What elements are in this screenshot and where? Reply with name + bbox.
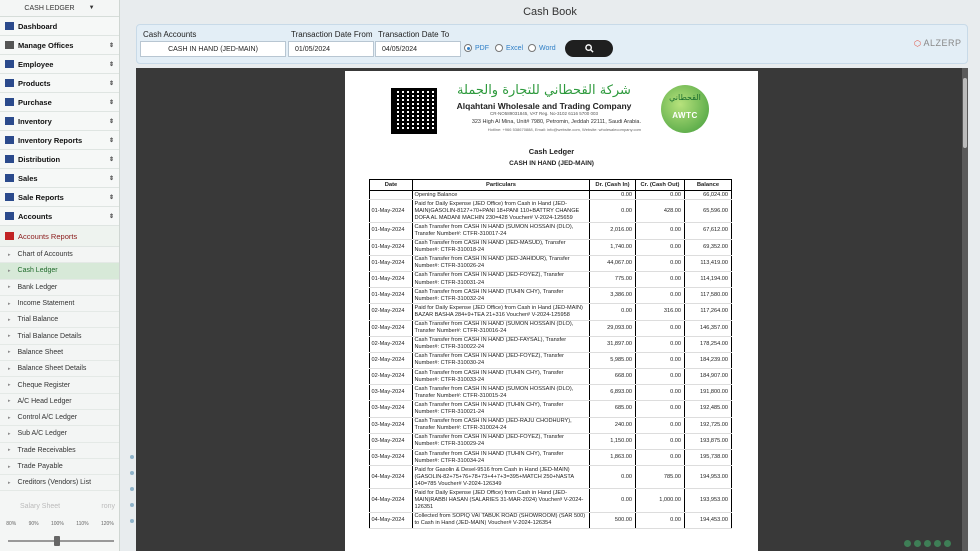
submenu-item-label: Control A/C Ledger (17, 414, 78, 422)
row-balance: 193,953.00 (685, 489, 732, 512)
bullet-icon: ▸ (8, 333, 11, 340)
obscured-row (20, 500, 115, 512)
zoom-slider-thumb[interactable] (54, 536, 60, 546)
sidebar-item-manage-offices[interactable] (0, 36, 119, 55)
row-debit: 775.00 (590, 271, 636, 287)
radio-icon (528, 44, 536, 52)
date-to-label: Transaction Date To (378, 30, 450, 39)
logo-arabic: القحطاني (669, 93, 701, 102)
row-date: 01-May-2024 (370, 200, 413, 223)
sidebar-item-label: Distribution (18, 154, 61, 164)
row-debit: 685.00 (590, 401, 636, 417)
row-particulars: Cash Transfer from CASH IN HAND (TUHIN CHY), Transfer Number#: CTFR-310034-24 (413, 450, 590, 466)
bullet-icon: ▸ (8, 414, 11, 421)
sidebar-menu (0, 17, 119, 226)
report-page (345, 71, 758, 551)
sidebar (0, 0, 120, 551)
table-row (370, 271, 732, 287)
side-indicator (130, 455, 134, 535)
row-balance: 184,907.00 (685, 369, 732, 385)
radio-selected-icon (464, 44, 472, 52)
format-radio-word[interactable] (528, 44, 556, 52)
row-credit: 0.00 (636, 255, 685, 271)
row-credit: 0.00 (636, 512, 685, 528)
row-debit: 0.00 (590, 489, 636, 512)
row-particulars: Paid for Daily Expense (JED Office) from Cash in Hand (JED-MAIN)RABBI HASAN (SALARIES 31-MAR-2024) Voucher# V-2024-126351 (413, 489, 590, 512)
row-date: 04-May-2024 (370, 489, 413, 512)
expand-icon: ⇕ (108, 194, 114, 201)
submenu-item-label: Balance Sheet (17, 348, 64, 356)
submenu-item-sub-a-c-ledger[interactable] (0, 426, 119, 442)
row-credit: 0.00 (636, 271, 685, 287)
expand-icon: ⇕ (108, 156, 114, 163)
format-radio-excel[interactable] (495, 44, 523, 52)
submenu-item-trade-receivables[interactable] (0, 443, 119, 459)
submenu-item-income-statement[interactable] (0, 296, 119, 312)
row-date: 02-May-2024 (370, 336, 413, 352)
expand-icon: ⇕ (108, 137, 114, 144)
date-from-label: Transaction Date From (291, 30, 373, 39)
table-row (370, 223, 732, 239)
row-debit: 2,016.00 (590, 223, 636, 239)
row-date: 04-May-2024 (370, 512, 413, 528)
row-date: 01-May-2024 (370, 271, 413, 287)
row-balance: 146,357.00 (685, 320, 732, 336)
row-balance: 117,580.00 (685, 288, 732, 304)
bullet-icon: ▸ (8, 349, 11, 356)
column-header: Dr. (Cash In) (590, 180, 636, 191)
obscured-user: rony (101, 502, 115, 510)
sidebar-item-dashboard[interactable] (0, 17, 119, 36)
row-particulars: Cash Transfer from CASH IN HAND (JED-MASUD), Transfer Number#: CTFR-310018-24 (413, 239, 590, 255)
brand-name: ALZERP (923, 38, 962, 48)
row-particulars: Cash Transfer from CASH IN HAND (SUMON HOSSAIN (DLO), Transfer Number#: CTFR-310017-24 (413, 223, 590, 239)
report-subtitle: CASH IN HAND (JED-MAIN) (509, 160, 594, 167)
sidebar-item-label: Accounts Reports (18, 231, 78, 241)
sidebar-header-label: CASH LEDGER (24, 4, 75, 12)
table-row (370, 417, 732, 433)
row-particulars: Paid for Gasolin & Desel-9516 from Cash in Hand (JED-MAIN) (GASOLIN-82+75+76+78+73+4+7+3=395+MATCH 250+NASTA 140=785 Voucher# V-2024-126349 (413, 466, 590, 489)
row-credit: 0.00 (636, 288, 685, 304)
submenu-item-label: Bank Ledger (17, 283, 58, 291)
expand-icon: ⇕ (108, 80, 114, 87)
company-name: Alqahtani Wholesale and Trading Company (456, 101, 632, 111)
bullet-icon: ▸ (8, 267, 11, 274)
row-balance: 192,725.00 (685, 417, 732, 433)
bullet-icon: ▸ (8, 316, 11, 323)
ledger-table (369, 179, 732, 529)
submenu-item-label: Cash Ledger (17, 267, 58, 275)
row-balance: 195,738.00 (685, 450, 732, 466)
date-to-input[interactable]: 04/05/2024 (375, 41, 461, 57)
submenu-item-label: Sub A/C Ledger (17, 430, 67, 438)
sidebar-item-label: Products (18, 78, 51, 88)
row-balance: 69,352.00 (685, 239, 732, 255)
status-dot (914, 540, 921, 547)
row-date: 02-May-2024 (370, 304, 413, 320)
row-particulars: Cash Transfer from CASH IN HAND (SUMON HOSSAIN (DLO), Transfer Number#: CTFR-310015-24 (413, 385, 590, 401)
sidebar-item-accounts[interactable] (0, 207, 119, 226)
bullet-icon: ▸ (8, 284, 11, 291)
filter-panel (136, 24, 968, 64)
bullet-icon: ▸ (8, 430, 11, 437)
company-registration: CR-NO589031845, VAT Reg. No-3102 6116 5700 003 (490, 111, 598, 116)
indicator-dot (130, 455, 134, 459)
sidebar-item-sale-reports[interactable] (0, 188, 119, 207)
submenu-item-trade-payable[interactable] (0, 459, 119, 475)
products-icon (5, 79, 14, 87)
inventory-reports-icon (5, 136, 14, 144)
expand-icon: ⇕ (108, 213, 114, 220)
row-balance: 178,254.00 (685, 336, 732, 352)
table-row (370, 512, 732, 528)
row-debit: 0.00 (590, 304, 636, 320)
zoom-levels (0, 521, 120, 531)
submenu-item-cash-ledger[interactable] (0, 263, 119, 279)
status-dots (904, 540, 951, 547)
accounts-reports-submenu (0, 247, 119, 491)
row-debit: 500.00 (590, 512, 636, 528)
row-credit: 0.00 (636, 223, 685, 239)
row-date: 03-May-2024 (370, 385, 413, 401)
row-particulars: Cash Transfer from CASH IN HAND (JED-FOYEZ), Transfer Number#: CTFR-310029-24 (413, 433, 590, 449)
submenu-item-control-a-c-ledger[interactable] (0, 410, 119, 426)
ledger-body (370, 191, 732, 529)
submenu-item-label: Chart of Accounts (17, 251, 73, 259)
sidebar-item-inventory[interactable] (0, 112, 119, 131)
viewer-scrollbar[interactable] (962, 68, 968, 551)
accounts-icon (5, 212, 14, 220)
report-title: Cash Ledger (528, 147, 575, 156)
submenu-item-label: A/C Head Ledger (17, 397, 72, 405)
row-credit: 785.00 (636, 466, 685, 489)
row-debit: 44,067.00 (590, 255, 636, 271)
status-dot (934, 540, 941, 547)
row-balance: 114,194.00 (685, 271, 732, 287)
column-header: Date (370, 180, 413, 191)
sidebar-item-accounts-reports[interactable] (0, 226, 119, 247)
page-title: Cash Book (523, 6, 577, 18)
zoom-level-label[interactable]: 120% (101, 521, 114, 527)
bullet-icon: ▸ (8, 300, 11, 307)
expand-icon: ⇕ (108, 42, 114, 49)
status-dot (904, 540, 911, 547)
inventory-icon (5, 117, 14, 125)
sidebar-item-distribution[interactable] (0, 150, 119, 169)
row-date: 03-May-2024 (370, 417, 413, 433)
row-credit: 0.00 (636, 369, 685, 385)
table-row (370, 336, 732, 352)
office-icon (5, 41, 14, 49)
dashboard-icon (5, 22, 14, 30)
sidebar-item-label: Accounts (18, 211, 53, 221)
column-header: Particulars (413, 180, 590, 191)
brand-logo (914, 38, 962, 48)
row-date: 03-May-2024 (370, 450, 413, 466)
row-debit: 31,897.00 (590, 336, 636, 352)
row-particulars: Collected from SOPIQ VAI TABUK ROAD (SHOWROOM) (SAR 500) to Cash in Hand (JED-MAIN) Voucher# V-2024-126354 (413, 512, 590, 528)
row-date: 01-May-2024 (370, 223, 413, 239)
brand-mark-icon: ⬡ (914, 38, 922, 48)
row-particulars: Cash Transfer from CASH IN HAND (JED-FOYEZ), Transfer Number#: CTFR-310030-24 (413, 352, 590, 368)
zoom-level-label[interactable]: 100% (51, 521, 64, 527)
row-credit: 0.00 (636, 239, 685, 255)
format-radio-pdf[interactable] (464, 44, 489, 52)
table-row (370, 489, 732, 512)
submenu-item-trial-balance-details[interactable] (0, 328, 119, 344)
sidebar-item-employee[interactable] (0, 55, 119, 74)
submenu-item-label: Trade Payable (17, 463, 63, 470)
submenu-item-balance-sheet[interactable] (0, 345, 119, 361)
sidebar-item-label: Sale Reports (18, 192, 64, 202)
row-balance: 66,024.00 (685, 191, 732, 200)
search-button[interactable] (565, 40, 613, 57)
row-date: 01-May-2024 (370, 288, 413, 304)
submenu-item-a-c-head-ledger[interactable] (0, 394, 119, 410)
zoom-level-label[interactable]: 80% (6, 521, 17, 527)
row-debit: 1,863.00 (590, 450, 636, 466)
row-date: 02-May-2024 (370, 352, 413, 368)
status-dot (944, 540, 951, 547)
distribution-icon (5, 155, 14, 163)
employee-icon (5, 60, 14, 68)
column-header: Cr. (Cash Out) (636, 180, 685, 191)
expand-icon: ⇕ (108, 175, 114, 182)
row-credit: 0.00 (636, 401, 685, 417)
indicator-dot (130, 519, 134, 523)
sidebar-item-label: Inventory (18, 116, 52, 126)
company-logo (657, 83, 713, 133)
bullet-icon: ▸ (8, 382, 11, 389)
row-balance: 113,419.00 (685, 255, 732, 271)
table-row (370, 304, 732, 320)
bullet-icon: ▸ (8, 365, 11, 372)
row-date: 03-May-2024 (370, 433, 413, 449)
row-date: 02-May-2024 (370, 320, 413, 336)
row-date: 02-May-2024 (370, 369, 413, 385)
row-particulars: Opening Balance (413, 191, 590, 200)
row-debit: 29,093.00 (590, 320, 636, 336)
row-date: 03-May-2024 (370, 401, 413, 417)
row-credit: 0.00 (636, 433, 685, 449)
format-label: Word (539, 44, 556, 52)
cash-account-select[interactable]: CASH IN HAND (JED-MAIN) (140, 41, 286, 57)
row-debit: 6,893.00 (590, 385, 636, 401)
row-particulars: Cash Transfer from CASH IN HAND (JED-RAJU CHODHURY), Transfer Number#: CTFR-310024-24 (413, 417, 590, 433)
sidebar-item-label: Manage Offices (18, 40, 74, 50)
row-debit: 0.00 (590, 200, 636, 223)
row-balance: 193,875.00 (685, 433, 732, 449)
indicator-dot (130, 487, 134, 491)
row-particulars: Cash Transfer from CASH IN HAND (TUHIN CHY), Transfer Number#: CTFR-310032-24 (413, 288, 590, 304)
submenu-item-label: Income Statement (17, 300, 75, 308)
table-row (370, 320, 732, 336)
purchase-icon (5, 98, 14, 106)
row-balance: 67,612.00 (685, 223, 732, 239)
table-header-row (370, 180, 732, 191)
row-credit: 0.00 (636, 336, 685, 352)
row-balance: 117,264.00 (685, 304, 732, 320)
row-credit: 0.00 (636, 191, 685, 200)
bullet-icon: ▸ (8, 398, 11, 405)
row-particulars: Cash Transfer from CASH IN HAND (JED-FAYSAL), Transfer Number#: CTFR-310022-24 (413, 336, 590, 352)
table-row (370, 385, 732, 401)
submenu-item-label: Trial Balance (17, 316, 59, 324)
row-credit: 0.00 (636, 385, 685, 401)
row-credit: 428.00 (636, 200, 685, 223)
pdf-viewer[interactable] (136, 68, 968, 551)
submenu-item-label: Creditors (Vendors) List (17, 479, 92, 487)
format-label: Excel (506, 44, 524, 52)
table-row (370, 200, 732, 223)
radio-icon (495, 44, 503, 52)
table-row (370, 255, 732, 271)
sidebar-item-label: Employee (18, 59, 54, 69)
row-date: 01-May-2024 (370, 255, 413, 271)
row-debit: 668.00 (590, 369, 636, 385)
row-debit: 5,985.00 (590, 352, 636, 368)
logo-text: AWTC (672, 111, 698, 120)
row-particulars: Cash Transfer from CASH IN HAND (JED-JAHIDUR), Transfer Number#: CTFR-310026-24 (413, 255, 590, 271)
table-row (370, 239, 732, 255)
sidebar-item-label: Purchase (18, 97, 52, 107)
column-header: Balance (685, 180, 732, 191)
submenu-item-label: Trade Receivables (17, 446, 76, 454)
bullet-icon: ▸ (8, 463, 11, 470)
sales-icon (5, 174, 14, 182)
sidebar-item-products[interactable] (0, 74, 119, 93)
sidebar-item-sales[interactable] (0, 169, 119, 188)
zoom-slider-track[interactable] (8, 540, 114, 542)
indicator-dot (130, 471, 134, 475)
company-name-arabic: شركة القحطاني للتجارة والجملة (457, 83, 631, 98)
row-particulars: Paid for Daily Expense (JED Office) from Cash in Hand (JED-MAIN)GASOLIN-8127+70+PANI 18+PANI 110+BATTRY CHANGE DOFA AL MADANI MACHIN 230=428 Voucher# V-2024-125659 (413, 200, 590, 223)
row-particulars: Cash Transfer from CASH IN HAND (TUHIN CHY), Transfer Number#: CTFR-310033-24 (413, 369, 590, 385)
row-debit: 1,740.00 (590, 239, 636, 255)
sidebar-item-label: Dashboard (18, 21, 58, 31)
expand-icon: ⇕ (108, 99, 114, 106)
cash-accounts-label: Cash Accounts (143, 30, 197, 39)
submenu-item-bank-ledger[interactable] (0, 280, 119, 296)
submenu-item-label: Balance Sheet Details (17, 365, 87, 373)
submenu-item-cheque-register[interactable] (0, 377, 119, 393)
search-icon (585, 44, 594, 53)
row-credit: 0.00 (636, 417, 685, 433)
table-row (370, 466, 732, 489)
row-credit: 1,000.00 (636, 489, 685, 512)
table-row (370, 433, 732, 449)
row-debit: 0.00 (590, 466, 636, 489)
table-row (370, 191, 732, 200)
row-credit: 316.00 (636, 304, 685, 320)
row-credit: 0.00 (636, 450, 685, 466)
company-address: 323 High Al Mina, Unit# 7980, Petromin, Jeddah 22111, Saudi Arabia. (471, 119, 641, 125)
row-balance: 184,239.00 (685, 352, 732, 368)
row-debit: 0.00 (590, 191, 636, 200)
row-balance: 192,485.00 (685, 401, 732, 417)
format-label: PDF (475, 44, 489, 52)
sale-reports-icon (5, 193, 14, 201)
row-date: 01-May-2024 (370, 239, 413, 255)
accounts-reports-icon (5, 232, 14, 240)
row-particulars: Cash Transfer from CASH IN HAND (TUHIN CHY), Transfer Number#: CTFR-310021-24 (413, 401, 590, 417)
chevron-down-icon: ▼ (88, 5, 95, 11)
zoom-level-label[interactable]: 110% (76, 521, 89, 527)
table-row (370, 288, 732, 304)
expand-icon: ⇕ (108, 61, 114, 68)
table-row (370, 369, 732, 385)
bullet-icon: ▸ (8, 251, 11, 258)
zoom-level-label[interactable]: 90% (28, 521, 39, 527)
row-credit: 0.00 (636, 352, 685, 368)
sidebar-item-purchase[interactable] (0, 93, 119, 112)
row-credit: 0.00 (636, 320, 685, 336)
expand-icon: ⇕ (108, 118, 114, 125)
row-particulars: Cash Transfer from CASH IN HAND (SUMON HOSSAIN (DLO), Transfer Number#: CTFR-310016-24 (413, 320, 590, 336)
submenu-item-chart-of-accounts[interactable] (0, 247, 119, 263)
company-contact: Hotline: +966 538670888, Email: info@website.com, Website: wholesalecompany.com (487, 127, 641, 132)
row-debit: 1,150.00 (590, 433, 636, 449)
row-date: 04-May-2024 (370, 466, 413, 489)
sidebar-item-inventory-reports[interactable] (0, 131, 119, 150)
bullet-icon: ▸ (8, 479, 11, 486)
row-balance: 194,953.00 (685, 466, 732, 489)
submenu-item-balance-sheet-details[interactable] (0, 361, 119, 377)
table-row (370, 401, 732, 417)
indicator-dot (130, 503, 134, 507)
submenu-item-label: Trial Balance Details (17, 332, 82, 340)
row-particulars: Paid for Daily Expense (JED Office) from Cash in Hand (JED-MAIN) BAZAR BASHA 284+9+TEA 21+316 Voucher# V-2024-125958 (413, 304, 590, 320)
row-debit: 240.00 (590, 417, 636, 433)
status-dot (924, 540, 931, 547)
sidebar-item-label: Inventory Reports (18, 135, 83, 145)
row-debit: 3,386.00 (590, 288, 636, 304)
bullet-icon: ▸ (8, 447, 11, 454)
row-date (370, 191, 413, 200)
sidebar-header[interactable] (0, 0, 119, 17)
row-balance: 65,596.00 (685, 200, 732, 223)
row-balance: 194,453.00 (685, 512, 732, 528)
row-particulars: Cash Transfer from CASH IN HAND (JED-FOYEZ), Transfer Number#: CTFR-310031-24 (413, 271, 590, 287)
submenu-item-creditors-vendors-list[interactable] (0, 475, 119, 491)
table-row (370, 450, 732, 466)
date-from-input[interactable]: 01/05/2024 (288, 41, 374, 57)
sidebar-item-label: Sales (18, 173, 38, 183)
row-balance: 191,800.00 (685, 385, 732, 401)
submenu-item-label: Cheque Register (17, 381, 71, 389)
scrollbar-thumb[interactable] (963, 78, 967, 148)
submenu-item-trial-balance[interactable] (0, 312, 119, 328)
obscured-item: Salary Sheet (20, 502, 61, 510)
table-row (370, 352, 732, 368)
